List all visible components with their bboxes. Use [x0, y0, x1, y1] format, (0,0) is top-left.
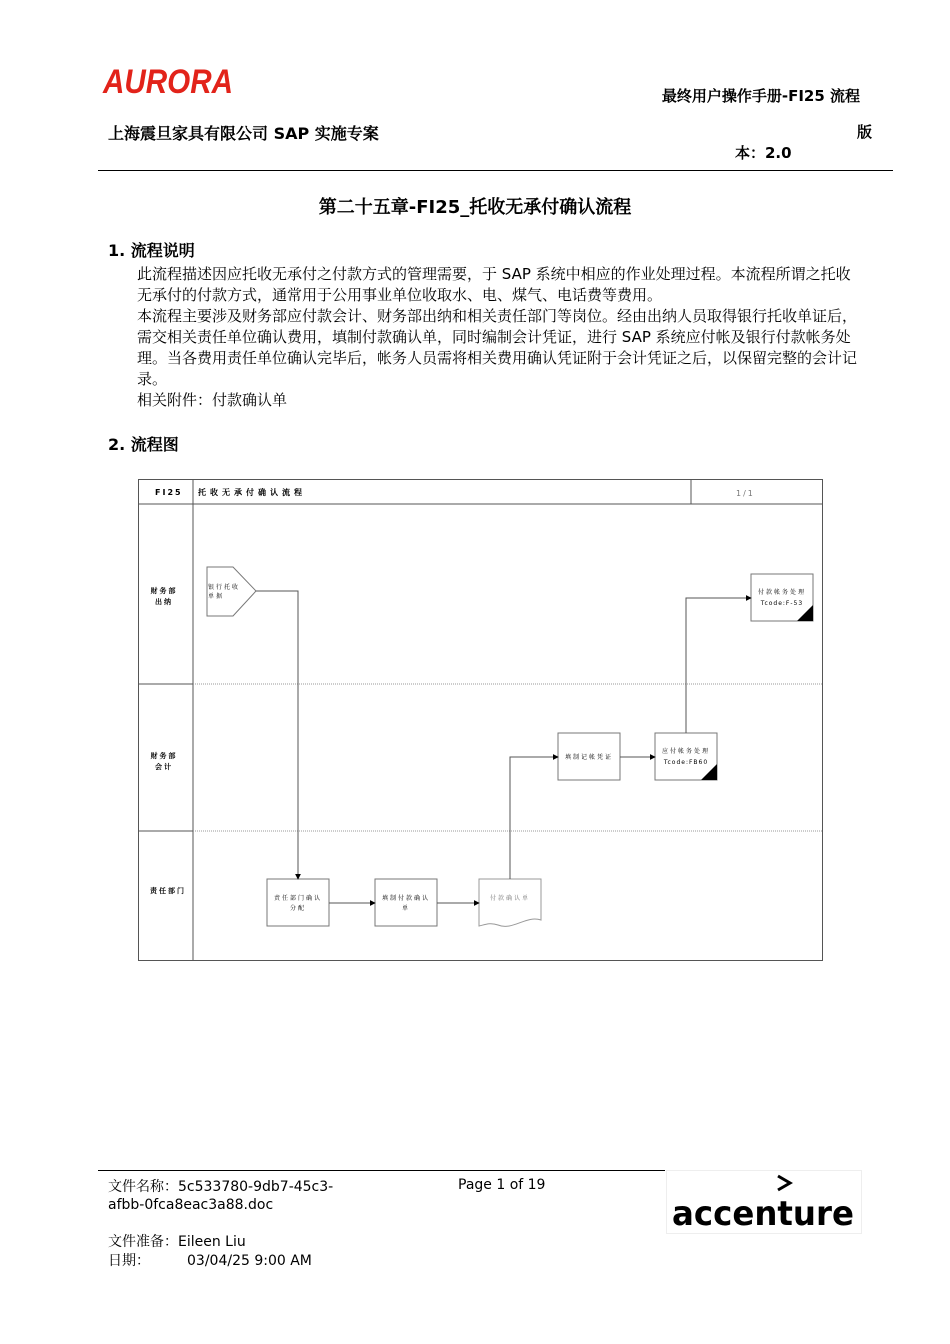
footer-file — [108, 1178, 333, 1214]
page-number: Page 1 of 19 — [458, 1177, 546, 1193]
paragraph-1: 此流程描述因应托收无承付之付款方式的管理需要，于 SAP 系统中相应的作业处理过程。本流程所谓之托收无承付的付款方式，通常用于公用事业单位收取水、电、煤气、电话费等费用。 — [137, 265, 851, 304]
flow-page: 1/1 — [736, 489, 755, 498]
file-label: 文件名称： — [108, 1179, 178, 1195]
node-fill-form-line2: 单 — [401, 905, 411, 912]
prepared-label: 文件准备： — [108, 1234, 178, 1250]
node-payment-doc-line1: 付款确认单 — [489, 895, 531, 902]
footer-prepared — [108, 1233, 246, 1251]
file-name-2: afbb-0fca8eac3a88.doc — [108, 1197, 274, 1213]
flow-code: FI25 — [155, 488, 183, 497]
flow-title: 托收无承付确认流程 — [198, 488, 306, 497]
process-flowchart — [138, 479, 824, 962]
node-pay-process-line2: Tcode:F-53 — [760, 600, 804, 607]
lane-3-label-line1: 责任部门 — [150, 887, 186, 895]
lane-2-label-line2: 会计 — [155, 763, 173, 771]
accenture-logo — [666, 1170, 862, 1234]
node-bank-note-line2: 单据 — [208, 593, 225, 600]
version-label-2: 本：2.0 — [735, 144, 792, 162]
node-confirm-assign-line1: 责任部门确认 — [273, 895, 323, 902]
accenture-wordmark: accenture — [672, 1194, 854, 1234]
lane-1-label-line2: 出纳 — [155, 598, 173, 606]
node-ap-process-line1: 应付帐务处理 — [661, 748, 711, 755]
section-2-heading: 2. 流程图 — [108, 435, 179, 454]
company-project: 上海震旦家具有限公司 SAP 实施专案 — [108, 124, 379, 143]
node-pay-process — [751, 574, 813, 621]
node-confirm-assign — [267, 879, 329, 926]
prepared-by: Eileen Liu — [178, 1234, 246, 1250]
date-value: 03/04/25 9:00 AM — [187, 1253, 312, 1269]
version-label-1: 版 — [857, 123, 873, 141]
node-fill-form — [375, 879, 437, 926]
lane-2-label-line1: 财务部 — [150, 752, 178, 760]
section-1-body — [137, 264, 865, 411]
lane-1-label-line1: 财务部 — [150, 587, 178, 595]
footer-divider — [98, 1170, 665, 1171]
paragraph-2: 本流程主要涉及财务部应付款会计、财务部出纳和相关责任部门等岗位。经由出纳人员取得银行托收单证后，需交相关责任单位确认费用，填制付款确认单，同时编制会计凭证，进行 SAP 系统应付帐及银行付款帐务处理。当各费用责任单位确认完毕后，帐务人员需将相关费用确认凭证附于会计凭证之后，以保留完整的会计记录。 — [137, 307, 858, 388]
node-ap-process-line2: Tcode:FB60 — [663, 759, 709, 766]
header-divider — [98, 170, 893, 171]
node-bank-note-line1: 银行托收 — [208, 584, 241, 591]
node-ap-process — [655, 733, 717, 780]
aurora-logo — [103, 62, 235, 100]
section-1-heading: 1. 流程说明 — [108, 241, 195, 260]
manual-title: 最终用户操作手册-FI25 流程 — [661, 87, 860, 105]
node-pay-process-line1: 付款帐务处理 — [757, 589, 807, 596]
node-payment-doc — [479, 879, 541, 926]
node-confirm-assign-line2: 分配 — [289, 905, 307, 912]
date-label: 日期： — [108, 1253, 150, 1269]
node-voucher-line1: 填制记帐凭证 — [564, 754, 614, 761]
footer-date — [108, 1252, 312, 1270]
file-name-1: 5c533780-9db7-45c3- — [178, 1179, 334, 1195]
chapter-title: 第二十五章-FI25_托收无承付确认流程 — [318, 197, 632, 218]
paragraph-3: 相关附件：付款确认单 — [137, 391, 288, 409]
aurora-logo-text: AURORA — [102, 63, 233, 101]
node-fill-form-line1: 填制付款确认 — [381, 895, 431, 902]
